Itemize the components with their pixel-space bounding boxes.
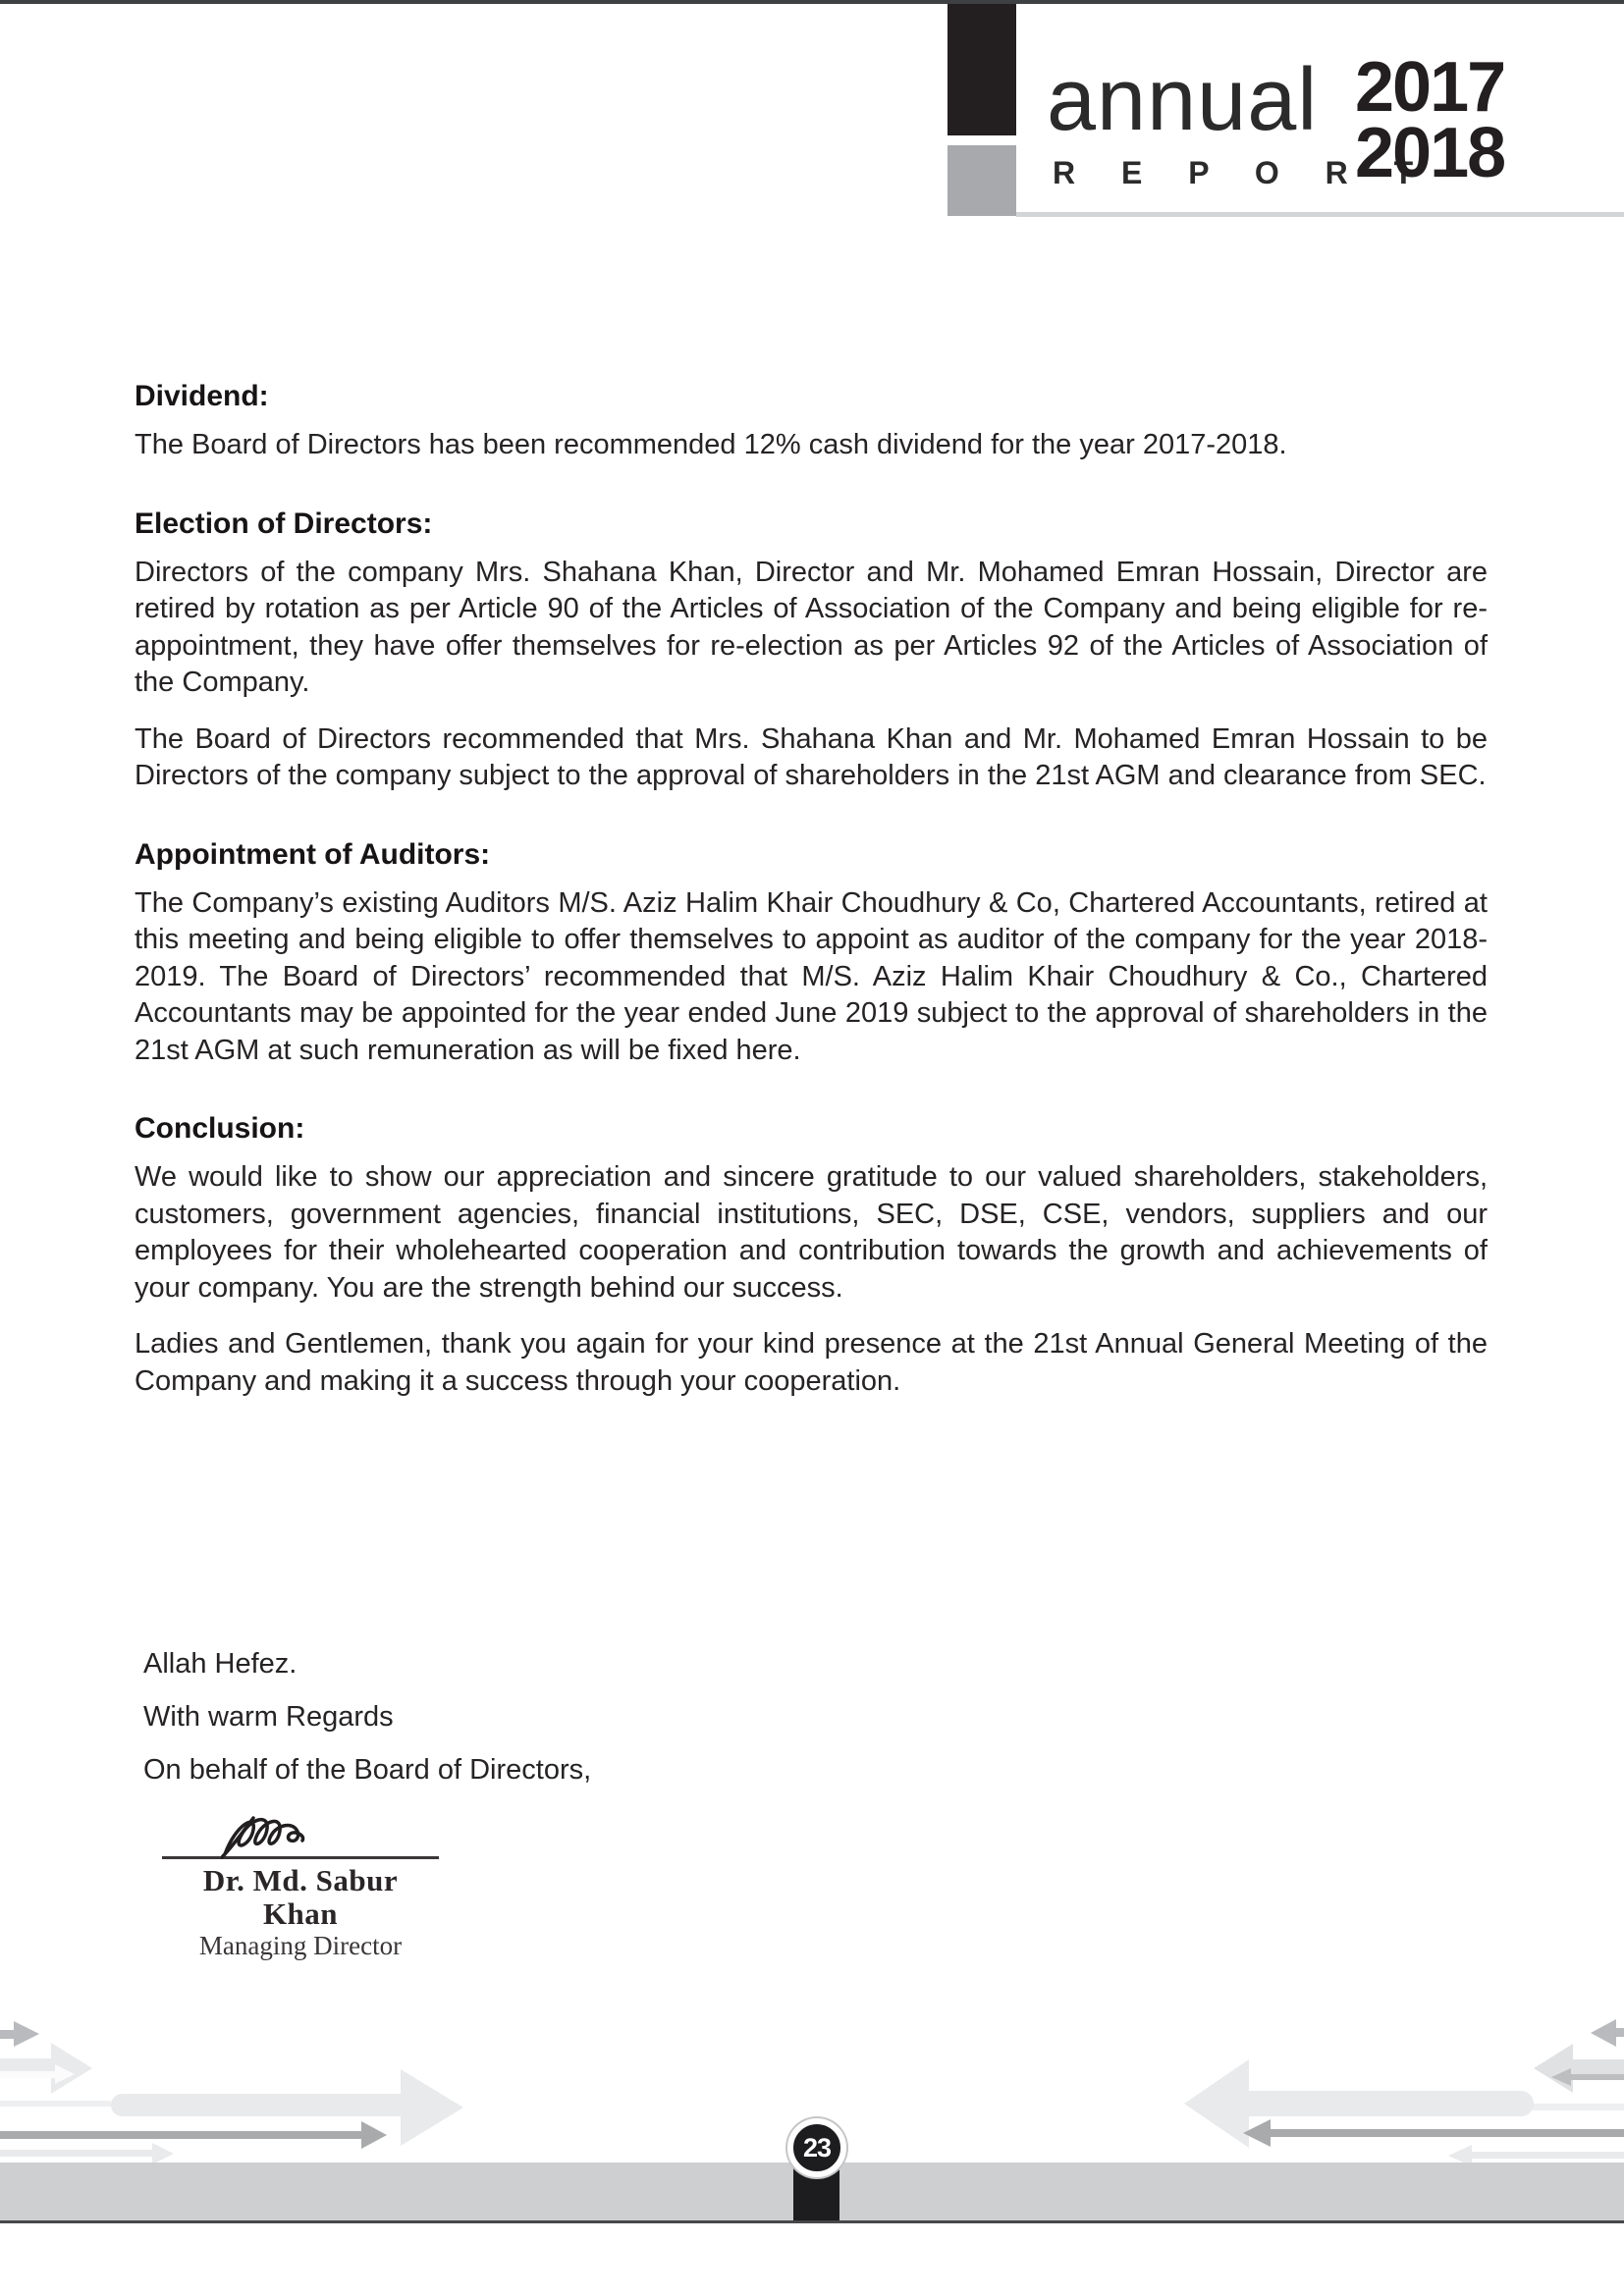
closing-line: Allah Hefez. [143,1648,298,1680]
logo-gray-block [947,145,1016,216]
arrow-right-icon [401,2069,463,2146]
arrow-left-icon [1243,2119,1271,2147]
arrow-left-icon [1591,2019,1616,2047]
arrow-right-icon [111,2094,404,2116]
signature-block [162,1811,439,1960]
logo-word-annual: annual [1047,51,1319,149]
logo-underline-rule [1016,212,1624,217]
logo-black-block [947,4,1016,135]
arrow-right-icon [0,2131,363,2139]
logo-year-bottom: 2018 [1355,114,1505,192]
logo-years [1355,48,1505,192]
arrow-right-icon [0,2150,154,2157]
arrow-left-icon [1470,2152,1624,2159]
arrow-left-icon [1528,2104,1624,2110]
arrow-left-icon [1184,2059,1249,2148]
closing-line: With warm Regards [143,1701,394,1733]
signature-scribble-icon [221,1811,337,1860]
logo-word-report: R E P O R T [1053,155,1433,190]
top-border-rule [0,0,1624,4]
arrow-left-icon [1269,2129,1624,2137]
page-number: 23 [802,2132,832,2163]
signatory-name: Dr. Md. Sabur Khan [202,1863,399,1931]
section-heading-dividend: Dividend: [135,380,269,412]
arrow-left-icon [1551,2068,1571,2086]
paragraph: Directors of the company Mrs. Shahana Khan, Director and Mr. Mohamed Emran Hossain, Director are retired by rotation as per Article 90 of the Articles of Association of the Company and being eligible for re-appointment, they have offer themselves for re-election as per Articles 92 of the Articles of Association of the Company. [135,556,1488,698]
signature-rule [162,1856,439,1859]
arrow-left-icon [1616,2028,1624,2037]
arrow-left-icon [1249,2091,1534,2116]
paragraph: Ladies and Gentlemen, thank you again for your kind presence at the 21st Annual General Meeting of the Company and making it a success through your cooperation. [135,1328,1488,1397]
section-heading-conclusion: Conclusion: [135,1112,305,1145]
arrow-right-icon [361,2121,387,2149]
section-heading-election: Election of Directors: [135,507,433,540]
paragraph: We would like to show our appreciation and sincere gratitude to our valued shareholders, stakeholders, customers, government agencies, financial institutions, SEC, DSE, CSE, vendors, suppliers and our employees for their wholehearted cooperation and contribution towards the growth and achievements of your company. You are the strength behind our success. [135,1161,1488,1304]
footer-rule [0,2220,1624,2223]
closing-line: On behalf of the Board of Directors, [143,1754,592,1786]
section-heading-auditors: Appointment of Auditors: [135,837,491,871]
document-body [135,380,1488,1419]
arrow-right-icon [0,2101,111,2107]
arrow-left-icon [1571,2074,1624,2080]
signatory-title: Managing Director [198,1931,403,1960]
closing-block [143,1637,591,1796]
paragraph: The Board of Directors has been recommended 12% cash dividend for the year 2017-2018. [135,429,1287,460]
paragraph: The Board of Directors recommended that Mrs. Shahana Khan and Mr. Mohamed Emran Hossain to be Directors of the company subject to the approval of shareholders in the 21st AGM and clearance from SEC. [135,722,1488,791]
arrow-right-icon [0,2071,57,2078]
arrow-right-icon [55,2064,75,2084]
page-number-badge [787,2118,846,2177]
arrow-right-icon [152,2143,174,2164]
arrow-right-icon [14,2021,39,2047]
paragraph: The Company’s existing Auditors M/S. Aziz Halim Khair Choudhury & Co, Chartered Accountants, retired at this meeting and being eligible to offer themselves to appoint as auditor of the company for the year 2018-2019. The Board of Directors’ recommended that M/S. Aziz Halim Khair Choudhury & Co., Chartered Accountants may be appointed for the year ended June 2019 subject to the approval of shareholders in the 21st AGM at such remuneration as will be fixed here. [135,886,1488,1066]
logo-year-top: 2017 [1355,48,1505,127]
